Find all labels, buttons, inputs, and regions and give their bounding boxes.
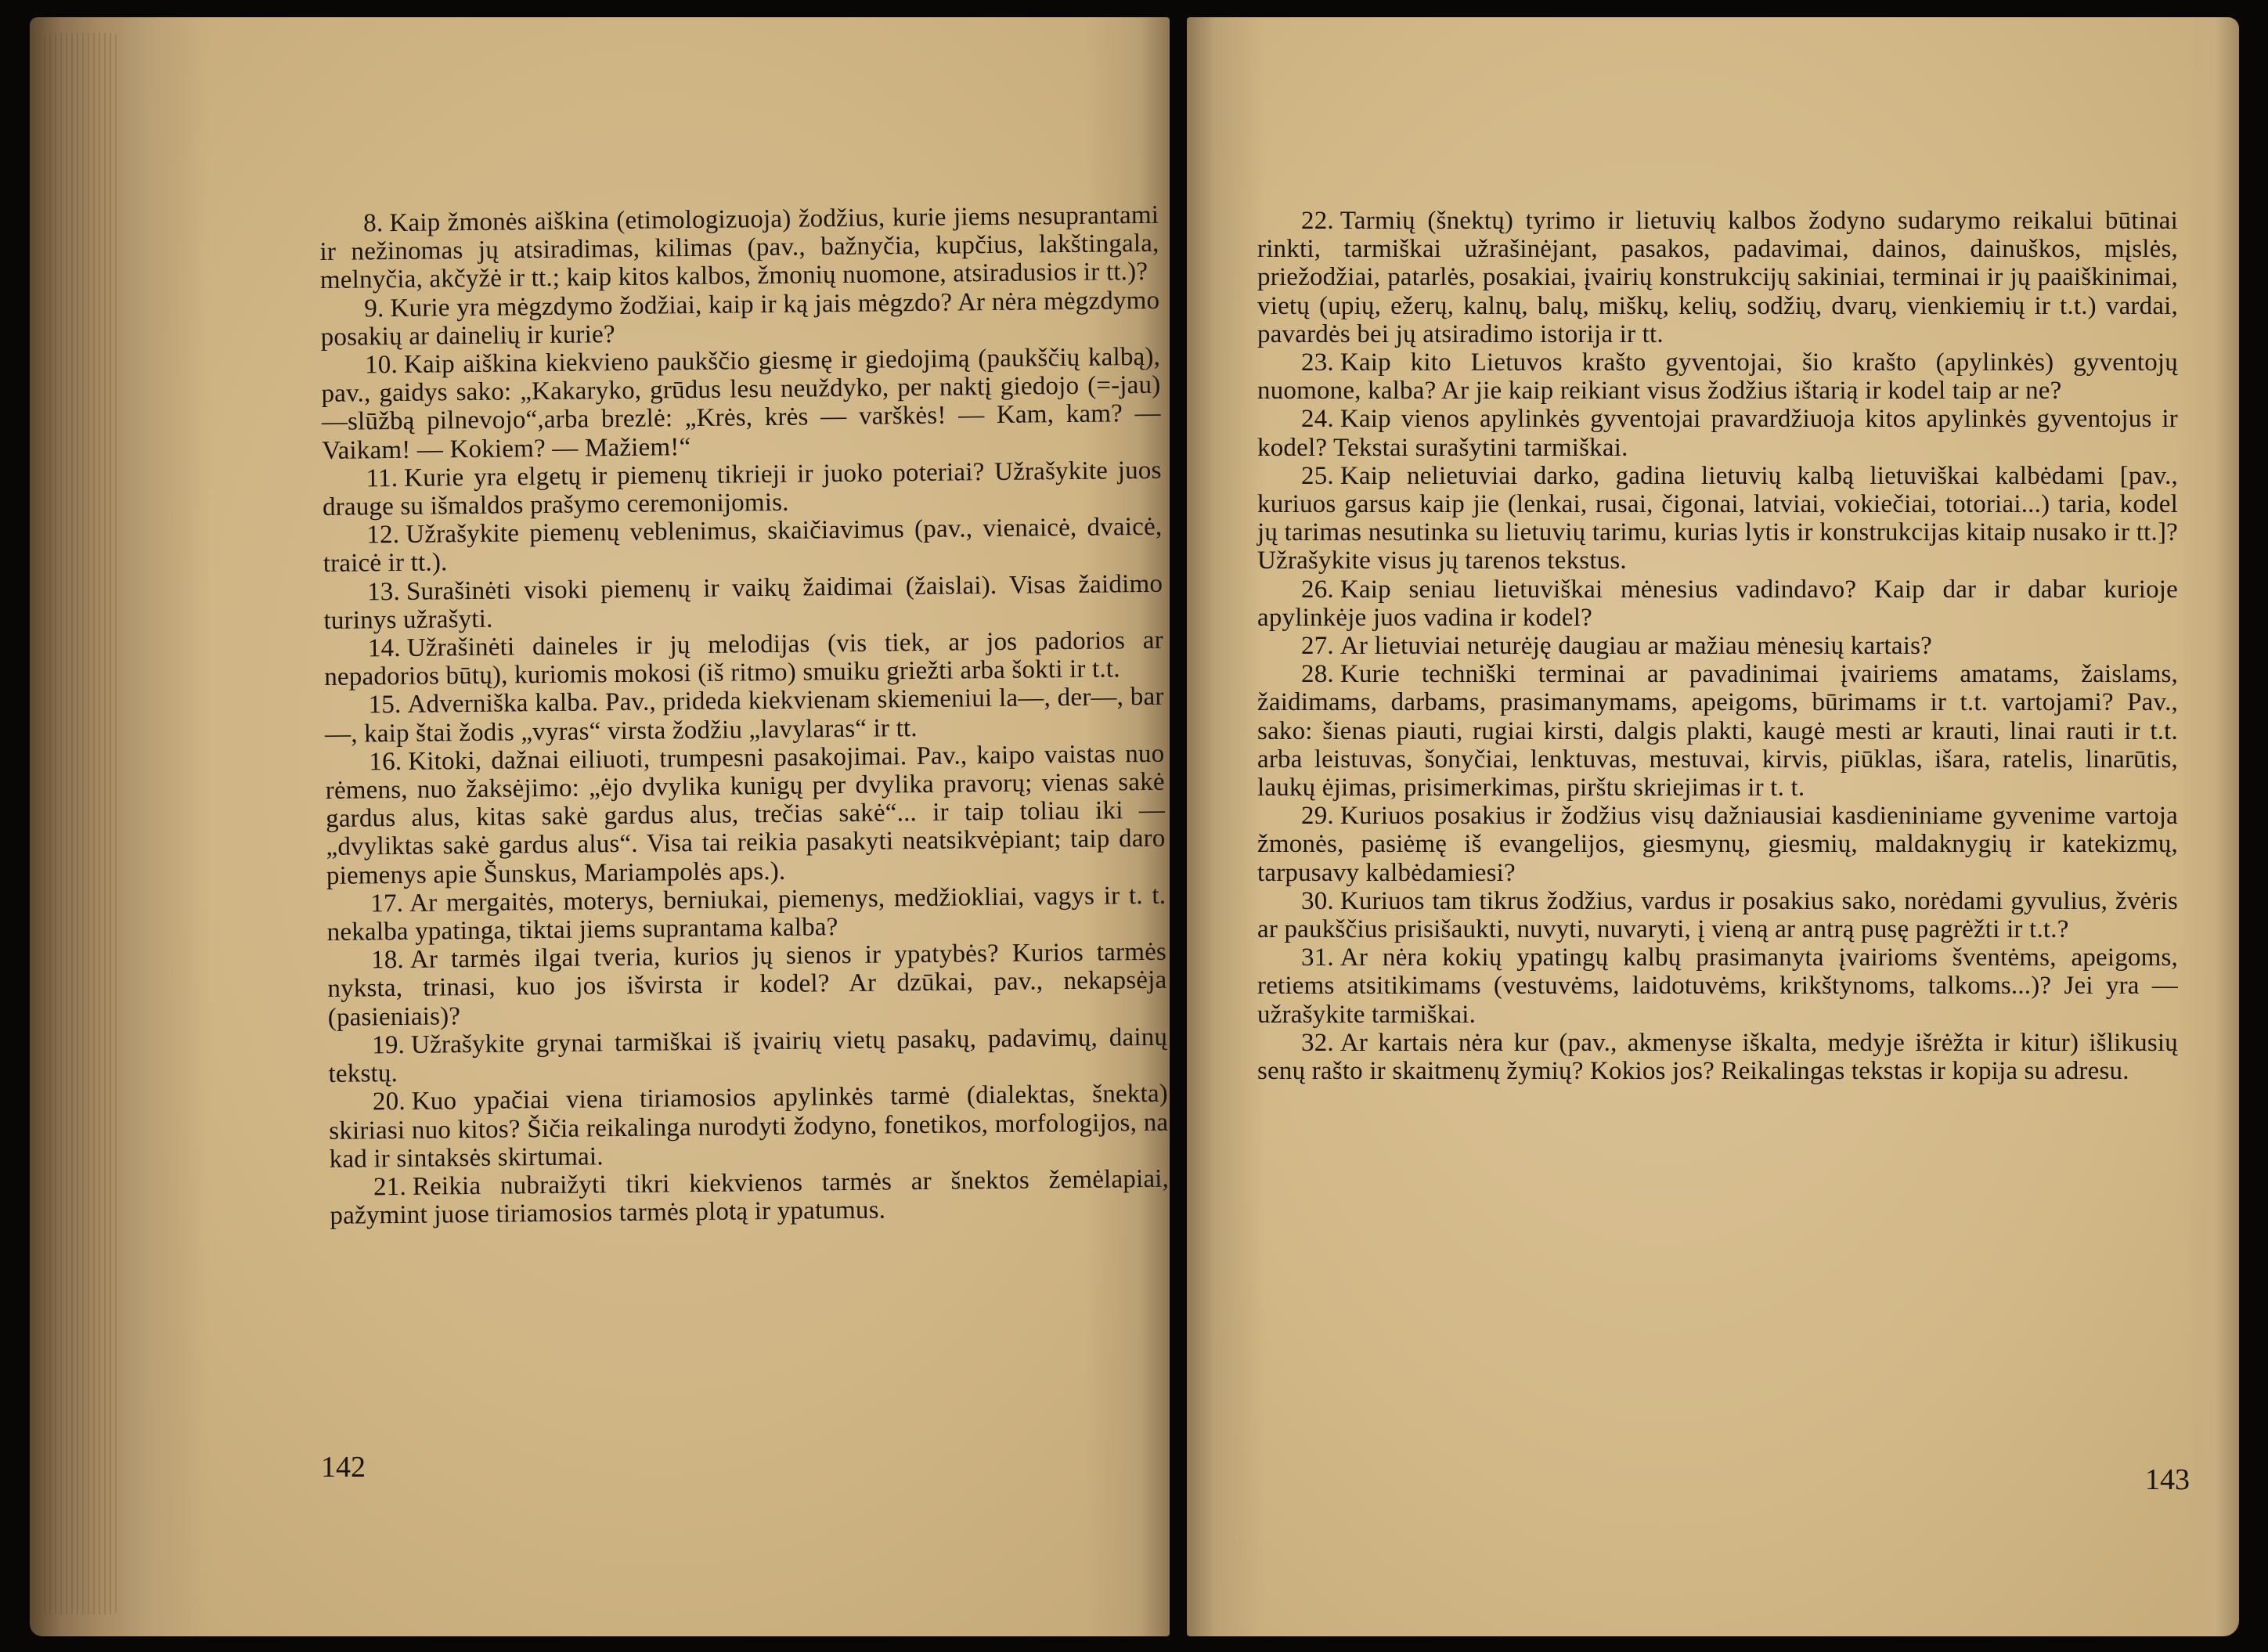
item-text: Kurie yra elgetų ir piemenų tikrieji ir juoko poteriai? Užrašykite juos drauge su išmaldos prašymo ceremonijomis.	[322, 456, 1162, 522]
page-number-left: 142	[321, 1451, 366, 1484]
item-number: 10.	[364, 350, 398, 380]
item-text: Kaip aiškina kiekvieno paukščio giesmę ir giedojimą (paukščių kalbą), pav., gaidys sako: „Kakaryko, grūdus lesu neuždyko, per naktį giedojo (=-jau)—slūžbą pilnevojo“,arba brezlė: „Krės, krės — varškės! — Kam, kam? — Vaikam! — Kokiem? — Mažiem!“	[321, 342, 1161, 465]
item-text: Reikia nubraižyti tikri kiekvienos tarmės ar šnektos žemėlapiai, pažymint juose tiriamosios tarmės plotą ir ypatumus.	[330, 1164, 1170, 1231]
paragraph-13	[323, 569, 1163, 635]
item-text: Užrašinėti daineles ir jų melodijas (vis tiek, ar jos padorios ar nepadorios būtų), kuriomis mokosi (iš ritmo) smuiku griežti arba šokti ir t.t.	[324, 626, 1164, 692]
item-text: Kaip nelietuviai darko, gadina lietuvių kalbą lietuviškai kalbėdami [pav., kuriuos garsus kaip jie (lenkai, rusai, čigonai, latviai, vokiečiai, totoriai...) taria, kodel jų tarimas nesutinka su lietuvių tarimu, kurias lytis ir konstrukcijas kitaip nusako ir tt.]? Užrašykite visus jų tarenos tekstus.	[1257, 461, 2178, 575]
paragraph-27	[1257, 632, 2178, 660]
item-number: 9.	[364, 294, 384, 323]
paragraph-30	[1257, 887, 2178, 943]
item-number: 16.	[369, 747, 402, 777]
item-text: Kaip kito Lietuvos krašto gyventojai, šio krašto (apylinkės) gyventojų nuomone, kalba? Ar jie kaip reikiant visus žodžius ištarią ir kodel taip ar ne?	[1257, 348, 2178, 406]
item-text: Ar nėra kokių ypatingų kalbų prasimanyta įvairioms šventėms, apeigoms, retiems atsitikimams (vestuvėms, laidotuvėms, krikštynoms, talkoms...)? Jei yra — užrašykite tarmiškai.	[1257, 943, 2178, 1029]
item-number: 11.	[366, 463, 398, 493]
item-number: 23.	[1301, 348, 1334, 377]
item-text: Kuriuos tam tikrus žodžius, vardus ir posakius sako, norėdami gyvulius, žvėris ar paukščius prisišaukti, nuvyti, nuvaryti, į vieną ar antrą pusę pagrėžti ir t.t.?	[1257, 886, 2178, 944]
item-number: 20.	[372, 1088, 406, 1116]
paragraph-14	[324, 626, 1164, 692]
paragraph-28	[1257, 660, 2178, 802]
paragraph-9	[320, 286, 1160, 352]
paragraph-23	[1257, 348, 2178, 405]
paragraph-8	[319, 201, 1159, 295]
item-number: 18.	[370, 946, 405, 975]
paragraph-29	[1257, 802, 2178, 887]
item-text: Kaip seniau lietuviškai mėnesius vadindavo? Kaip dar ir dabar kurioje apylinkėje juos vadina ir kodel?	[1257, 575, 2178, 632]
item-number: 17.	[370, 889, 404, 918]
paragraph-15	[324, 683, 1164, 748]
item-number: 22.	[1301, 207, 1334, 235]
item-number: 24.	[1301, 405, 1334, 434]
right-page-text	[1257, 207, 2178, 1085]
paragraph-20	[329, 1080, 1169, 1174]
item-number: 32.	[1301, 1028, 1334, 1057]
item-text: Adverniška kalba. Pav., prideda kiekvienam skiemeniui la—, der—, bar—, kaip štai žodis „vyras“ virsta žodžiu „lavylaras“ ir tt.	[324, 683, 1164, 748]
book-spread	[30, 17, 2239, 1636]
paragraph-32	[1257, 1029, 2178, 1085]
item-number: 25.	[1301, 461, 1334, 490]
left-page-text	[319, 201, 1170, 1230]
item-text: Užrašykite grynai tarmiškai iš įvairių vietų pasakų, padavimų, dainų tekstų.	[328, 1023, 1168, 1089]
item-text: Ar lietuviai neturėję daugiau ar mažiau mėnesių kartais?	[1340, 632, 1932, 661]
item-text: Kaip vienos apylinkės gyventojai pravardžiuoja kitos apylinkės gyventojus ir kodel? Tekstai surašytini tarmiškai.	[1257, 405, 2178, 462]
paragraph-10	[321, 343, 1161, 465]
item-number: 30.	[1301, 886, 1334, 915]
right-page	[1187, 17, 2239, 1636]
item-number: 31.	[1301, 943, 1334, 972]
item-number: 29.	[1301, 802, 1334, 831]
item-text: Kurie techniški terminai ar pavadinimai įvairiems amatams, žaislams, žaidimams, darbams, prasimanymams, apeigoms, būrimams ir t.t. vartojami? Pav., sako: šienas piauti, rugiai kirsti, dalgis plakti, kaugė mesti ar krauti, linai rauti ir t.t. arba leistuvas, šonyčiai, lenktuvas, mestuvai, kirvis, piūklas, išara, ratelis, linarūtis, laukų ėjimas, prisimerkimas, pirštu skriejimas ir t. t.	[1257, 660, 2178, 803]
item-number: 28.	[1301, 660, 1334, 689]
item-text: Kuriuos posakius ir žodžius visų dažniausiai kasdieniniame gyvenime vartoja žmonės, pasiėmę iš evangelijos, giesmynų, giesmių, maldaknygių ir katekizmų, tarpusavy kalbėdamiesi?	[1257, 802, 2178, 887]
item-text: Kurie yra mėgzdymo žodžiai, kaip ir ką jais mėgzdo? Ar nėra mėgzdymo posakių ar dainelių ir kurie?	[320, 286, 1160, 352]
paragraph-26	[1257, 575, 2178, 632]
item-text: Kaip žmonės aiškina (etimologizuoja) žodžius, kurie jiems nesuprantami ir nežinomas jų atsiradimas, kilimas (pav., bažnyčia, kupčius, lakštingala, melnyčia, akčyžė ir tt.; kaip kitos kalbos, žmonių nuomone, atsiradusios ir tt.)?	[319, 200, 1159, 295]
item-number: 21.	[373, 1172, 407, 1202]
page-edges	[44, 33, 118, 1614]
item-number: 19.	[371, 1030, 406, 1060]
paragraph-21	[330, 1165, 1170, 1231]
left-page	[30, 17, 1170, 1636]
paragraph-12	[323, 513, 1163, 579]
item-number: 27.	[1301, 632, 1334, 661]
item-text: Ar mergaitės, moterys, berniukai, piemenys, medžiokliai, vagys ir t. t. nekalba ypatinga, tiktai jiems suprantama kalba?	[326, 881, 1166, 947]
paragraph-18	[327, 938, 1167, 1032]
paragraph-19	[328, 1023, 1168, 1089]
item-text: Kitoki, dažnai eiliuoti, trumpesni pasakojimai. Pav., kaipo vaistas nuo rėmens, nuo žaksėjimo: „ėjo dvylika kunigų per dvylika pravorų; vienas sakė gardus alus, kitas sakė gardus alus, trečias sakė“... ir taip toliau iki — „dvyliktas sakė gardus alus“. Visa tai reikia pasakyti neatsikvėpiant; taip daro piemenys apie Šunskus, Mariampolės aps.).	[325, 739, 1166, 890]
item-text: Surašinėti visoki piemenų ir vaikų žaidimai (žaislai). Visas žaidimo turinys užrašyti.	[323, 569, 1163, 635]
item-text: Ar kartais nėra kur (pav., akmenyse iškalta, medyje išrėžta ir kitur) išlikusių senų rašto ir skaitmenų žymių? Kokios jos? Reikalingas tekstas ir kopija su adresu.	[1257, 1028, 2178, 1086]
paragraph-22	[1257, 207, 2178, 348]
paragraph-11	[322, 456, 1162, 522]
item-number: 8.	[362, 209, 384, 238]
item-number: 14.	[367, 633, 401, 663]
item-text: Kuo ypačiai viena tiriamosios apylinkės tarmė (dialektas, šnekta) skiriasi nuo kitos? Šičia reikalinga nurodyti žodyno, fonetikos, morfologijos, na kad ir sintaksės skirtumai.	[329, 1080, 1169, 1174]
paragraph-24	[1257, 405, 2178, 461]
item-number: 13.	[366, 577, 401, 607]
item-text: Tarmių (šnektų) tyrimo ir lietuvių kalbos žodyno sudarymo reikalui būtinai rinkti, tarmiškai užrašinėjant, pasakos, padavimai, dainos, dainuškos, mįslės, priežodžiai, patarlės, posakiai, įvairių konstrukcijų sakiniai, terminai ir jų paaiškinimai, vietų (upių, ežerų, kalnų, balų, miškų, kelių, sodžių, dvarų, vienkiemių ir t.t.) vardai, pavardės bei jų atsiradimo istorija ir tt.	[1257, 207, 2178, 348]
paragraph-17	[326, 882, 1166, 947]
paragraph-16	[325, 740, 1166, 890]
item-number: 12.	[366, 521, 400, 550]
item-text: Ar tarmės ilgai tveria, kurios jų sienos ir ypatybės? Kurios tarmės nyksta, trinasi, kuo jos išvirsta ir kodel? Ar dzūkai, pav., nekapsėja (pasieniais)?	[327, 938, 1167, 1032]
paragraph-31	[1257, 943, 2178, 1029]
item-text: Užrašykite piemenų veblenimus, skaičiavimus (pav., vienaicė, dvaicė, traicė ir tt.).	[323, 512, 1163, 579]
page-number-right: 143	[2145, 1463, 2190, 1496]
item-number: 15.	[368, 691, 402, 720]
paragraph-25	[1257, 462, 2178, 575]
item-number: 26.	[1301, 575, 1334, 604]
